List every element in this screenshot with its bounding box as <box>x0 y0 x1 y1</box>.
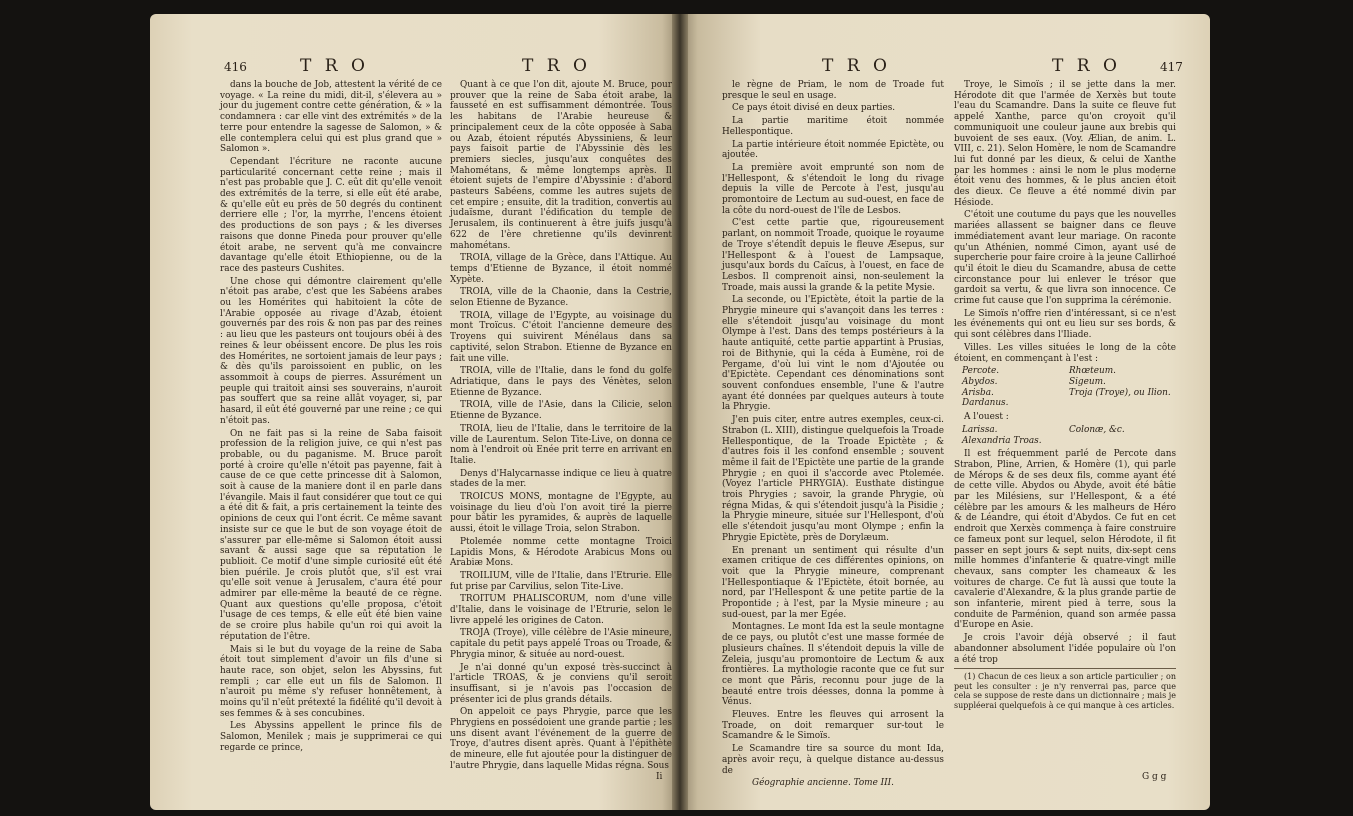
west-label: A l'ouest : <box>964 412 1009 423</box>
cities-west-list <box>962 425 1176 446</box>
paragraph: La première avoit emprunté son nom de l'Hellespont, & s'étendoit le long du rivage depuis la ville de Percote à l'est, jusqu'au promontoire de Lectum au sud-ouest, en face de la côte du nord-ouest de l'île de Lesbos. <box>722 162 944 216</box>
paragraph: Je n'ai donné qu'un exposé très-succinct à l'article TROAS, & je conviens qu'il seroit insuffisant, si je n'avois pas l'occasion de présenter ici de plus grands détails. <box>450 662 672 705</box>
right-page-number: 417 <box>1160 60 1183 74</box>
footnote: (1) Chacun de ces lieux a son article particulier ; on peut les consulter : je n'y renverrai pas, parce que cela se suppose de reste dans un dictionnaire ; mais je suppléerai quelquefois à ce qui manque à ces articles. <box>954 672 1176 710</box>
right-signature-mark: G g g <box>1142 772 1167 782</box>
paragraph: La partie maritime étoit nommée Hellespontique. <box>722 116 944 137</box>
paragraph: On appeloit ce pays Phrygie, parce que les Phrygiens en possédoient une grande partie ; les uns disent avant l'événement de la guerre de Troye, d'autres disent après. Quant à l'épithète de mineure, elle fut ajoutée pour la distinguer de l'autre Phrygie, dans laquelle Midas régna. Sous <box>450 707 672 771</box>
paragraph: Quant à ce que l'on dit, ajoute M. Bruce, pour prouver que la reine de Saba étoit arabe, la fausseté en est suffisamment démontrée. Tous les habitans de l'Arabie heureuse & principalement ceux de la côte opposée à Saba ou Azab, étoient réputés Abyssiniens, & leur pays faisoit partie de l'Abyssinie dès les premiers siecles, jusqu'aux conquêtes des Mahométans, & même longtemps après. Il étoient sujets de l'empire d'Abyssinie : d'abord pasteurs Sabéens, comme les autres sujets de cet empire ; ensuite, dit la tradition, convertis au judaïsme, durant l'édification du temple de Jerusalem, ils continuerent à être juifs jusqu'à 622 de l'ère chretienne qu'ils devinrent mahométans. <box>450 80 672 251</box>
paragraph: En prenant un sentiment qui résulte d'un examen critique de ces différentes opinions, on voit que la Phrygie mineure, comprenant l'Hellespontiaque & l'Epictète, étoit bornée, au nord, par l'Hellespont & une petite partie de la Propontide ; à l'est, par la Mysie mineure ; au sud-ouest, par la mer Egée. <box>722 545 944 620</box>
list-item <box>1069 398 1176 409</box>
paragraph: La seconde, ou l'Epictète, étoit la partie de la Phrygie mineure qui s'avançoit dans les terres : elle s'étendoit jusqu'au voisinage du mont Olympe à l'est. Dans des temps postérieurs à la haute antiquité, cette partie appartint à Prusias, roi de Bithynie, qui la céda à Eumène, roi de Pergame, d'où lui vint le nom d'Ajoutée ou d'Epictète. Cependant ces dénominations sont souvent confondues ensemble, l'une & l'autre ayant été données par quelques auteurs à toute la Phrygie. <box>722 295 944 413</box>
list-item: Alexandria Troas. <box>962 435 1042 446</box>
entry-troia-asie: TROIA, ville de l'Asie, dans la Cilicie, selon Etienne de Byzance. <box>450 400 672 422</box>
left-column-1 <box>220 80 442 766</box>
right-running-head-outer: T R O <box>1052 56 1121 76</box>
entry-troia-attique: TROIA, village de la Grèce, dans l'Attique. Au temps d'Etienne de Byzance, il étoit nommé Xypète. <box>450 253 672 285</box>
left-column-2 <box>450 80 672 771</box>
list-item: Arisba. <box>962 387 994 398</box>
paragraph: C'est cette partie que, rigoureusement parlant, on nommoit Troade, quoique le royaume de Troye s'étendît depuis le fleuve Æsepus, sur l'Hellespont & à l'ouest de Lampsaque, jusqu'aux bords du Caïcus, à l'ouest, en face de Lesbos. Il comprenoit ainsi, non-seulement la Troade, mais aussi la grande & la petite Mysie. <box>722 218 944 293</box>
list-item: Percote. <box>962 366 1000 377</box>
paragraph: Mais si le but du voyage de la reine de Saba étoit tout simplement d'avoir un fils d'une si haute race, son objet, selon les Abyssins, fut rempli ; car elle eut un fils de Salomon. Il n'auroit pu même s'y refuser honnêtement, à moins qu'il n'eût prétexté la fidélité qu'il devoit à ses femmes & à ses concubines. <box>220 644 442 719</box>
footnote-rule <box>954 668 1176 669</box>
left-running-head-inner: T R O <box>522 56 591 76</box>
paragraph: dans la bouche de Job, attestent la vérité de ce voyage. « La reine du midi, dit-il, s'élevera au » jour du jugement contre cette génération, & » la condamnera : car elle vint des extrémités » de la terre pour entendre la sagesse de Salomon, » & elle contemplera celui qui est plus grand que » Salomon ». <box>220 80 442 155</box>
entry-troitum: TROITUM PHALISCORUM, nom d'une ville d'Italie, dans le voisinage de l'Etrurie, selon le livre appelé les origines de Caton. <box>450 594 672 626</box>
entry-troia-chaonie: TROIA, ville de la Chaonie, dans la Cestrie, selon Etienne de Byzance. <box>450 287 672 309</box>
list-item: Rhœteum. <box>1069 366 1116 377</box>
paragraph: Le Scamandre tire sa source du mont Ida, après avoir reçu, à quelque distance au-dessus de <box>722 744 944 776</box>
right-column-1 <box>722 80 945 789</box>
entry-troia-laurentum: TROIA, lieu de l'Italie, dans le territoire de la ville de Laurentum. Selon Tite-Live, on donna ce nom à l'endroit où Enée prit terre en arrivant en Italie. <box>450 423 672 466</box>
entry-troilium: TROILIUM, ville de l'Italie, dans l'Etrurie. Elle fut prise par Carvilius, selon Tite-Live. <box>450 570 672 592</box>
left-signature-mark: Ii <box>656 772 663 782</box>
paragraph: C'étoit une coutume du pays que les nouvelles mariées allassent se baigner dans ce fleuve immédiatement avant leur mariage. On raconte qu'un Athénien, nommé Cimon, ayant usé de supercherie pour faire croire à la jeune Callirhoé qu'il étoit le dieu du Scamandre, abusa de cette circonstance pour lui enlever le trésor que gardoit sa vertu, & que livra son innocence. Ce crime fut cause que l'on supprima la cérémonie. <box>954 210 1176 307</box>
paragraph: Une chose qui démontre clairement qu'elle n'étoit pas arabe, c'est que les Sabéens arabes ou les Homérites qui habitoient la côte de l'Arabie opposée au rivage d'Azab, étoient gouvernés par des rois & non pas par des reines : au lieu que les pasteurs ont toujours obéi à des reines & leur obéissent encore. De plus les rois des Homérites, ne sortoient jamais de leur pays ; & dès qu'ils paroissoient en public, on les assommoit à coups de pierres. Assurément un peuple qui traitoit ainsi ses souverains, n'auroit pas souffert que sa reine allât voyager, si, par hasard, il eût été gouverné par une reine ; ce qui n'étoit pas. <box>220 276 442 426</box>
list-item: Sigeum. <box>1069 376 1106 387</box>
paragraph: Ce pays étoit divisé en deux parties. <box>732 103 896 114</box>
left-page-number: 416 <box>224 60 247 74</box>
list-item: Dardanus. <box>962 398 1009 409</box>
list-item <box>1069 436 1176 447</box>
book-gutter <box>672 14 688 810</box>
list-item: Larissa. <box>962 424 998 435</box>
list-item: Abydos. <box>962 376 998 387</box>
list-item: Troja (Troye), ou Ilion. <box>1069 387 1171 398</box>
left-page <box>150 14 678 810</box>
paragraph: Je crois l'avoir déjà observé ; il faut abandonner absolument l'idée populaire où l'on a été trop <box>954 633 1176 665</box>
right-column-2 <box>954 80 1176 766</box>
paragraph: Ptolemée nomme cette montagne Troici Lapidis Mons, & Hérodote Arabicus Mons ou Arabiæ Mons. <box>450 536 672 569</box>
section-montagnes: Montagnes. Le mont Ida est la seule montagne de ce pays, ou plutôt c'est une masse formée de plusieurs chaînes. Il s'étendoit depuis la ville de Zeleia, jusqu'au promontoire de Lectum & aux frontières. La mythologie raconte que ce fut sur ce mont que Pâris, reconnu pour juge de la beauté entre trois déesses, donna la pomme à Vénus. <box>722 622 944 708</box>
section-fleuves: Fleuves. Entre les fleuves qui arrosent la Troade, on doit remarquer sur-tout le Scamandre & le Simoïs. <box>722 710 944 742</box>
entry-troja: TROJA (Troye), ville célèbre de l'Asie mineure, capitale du petit pays appelé Troas ou Troade, & Phrygia minor, & située au nord-ouest. <box>450 628 672 660</box>
paragraph: le règne de Priam, le nom de Troade fut presque le seul en usage. <box>722 80 944 101</box>
paragraph: On ne fait pas si la reine de Saba faisoit profession de la religion juive, ce qui n'est pas probable, ou du paganisme. M. Bruce paroît porté à croire qu'elle n'étoit pas payenne, fait à cause de ce que cette princesse dit à Salomon, soit à cause de la maniere dont il en parle dans l'évangile. Mais il faut considérer que tout ce qui a été dit & fait, a pris certainement la teinte des opinions de ceux qui l'ont écrit. Ce même savant insiste sur ce que le but de son voyage étoit de s'assurer par elle-même si Salomon étoit aussi savant & aussi sage que sa réputation le publioit. Ce motif d'une simple curiosité eût été bien puérile. Je crois plutôt que, s'il est vrai qu'elle soit venue à Jerusalem, c'aura été pour admirer par elle-même la beauté de ce règne. Quant aux questions qu'elle proposa, c'étoit l'usage de ces temps, & elle eût été bien vaine de se croire plus habile qu'un roi qui avoit la réputation de l'être. <box>220 428 442 642</box>
cities-east-list <box>962 366 1176 409</box>
list-item: Colonæ, &c. <box>1069 424 1125 435</box>
bottom-title-line: Géographie ancienne. Tome III. <box>752 778 895 789</box>
left-running-head-outer: T R O <box>300 56 369 76</box>
paragraph: Il est fréquemment parlé de Percote dans Strabon, Pline, Arrien, & Homère (1), qui parle de Mérops & de ses deux fils, comme ayant été de cette ville. Abydos ou Abyde, avoit été bâtie par les Milésiens, sur l'Hellespont, & a été célèbre par les amours & les malheurs de Héro & de Léandre, qui étoit d'Abydos. Ce fut en cet endroit que Xerxès commença à faire construire ce fameux pont sur lequel, selon Hérodote, il fit passer en sept jours & sept nuits, dix-sept cens mille hommes d'infanterie & quatre-vingt mille chevaux, sans compter les chameaux & les voitures de charge. Ce fut là aussi que toute la cavalerie d'Alexandre, & la plus grande partie de son infanterie, mirent pied à terre, sous la conduite de Parménion, quand son armée passa d'Europe en Asie. <box>954 449 1176 631</box>
paragraph: Cependant l'écriture ne raconte aucune particularité concernant cette reine ; mais il n'est pas probable que J. C. eût dit qu'elle venoit des extrémités de la terre, si elle eût été arabe, & qu'elle eût eu près de 50 degrés du continent derriere elle ; l'or, la myrrhe, l'encens étoient des productions de son pays ; & les diverses raisons que donne Pineda pour prouver qu'elle étoit arabe, ne servent qu'à me convaincre davantage qu'elle étoit Ethiopienne, ou de la race des pasteurs Cushites. <box>220 156 442 274</box>
paragraph: Les Abyssins appellent le prince fils de Salomon, Menilek ; mais je supprimerai ce qui regarde ce prince, <box>220 721 442 753</box>
paragraph: La partie intérieure étoit nommée Epictète, ou ajoutée. <box>722 139 944 161</box>
section-villes: Villes. Les villes situées le long de la côte étoient, en commençant à l'est : <box>954 342 1176 364</box>
paragraph: Troye, le Simoïs ; il se jette dans la mer. Hérodote dit que l'armée de Xerxès but toute l'eau du Scamandre. Dans la suite ce fleuve fut appelé Xanthe, parce qu'on croyoit qu'il communiquoit une couleur jaune aux brebis qui buvoient de ses eaux. (Voy. Ælian, de anim. L. VIII, c. 21). Selon Homère, le nom de Scamandre lui fut donné par les dieux, & celui de Xanthe par les hommes : ainsi le nom le plus moderne étoit venu des hommes, & le plus ancien étoit des dieux. Ce fleuve a été nommé divin par Hésiode. <box>954 80 1176 208</box>
entry-troia-egypte: TROIA, village de l'Egypte, au voisinage du mont Troïcus. C'étoit l'ancienne demeure des Troyens qui suivirent Ménélaus dans sa captivité, selon Strabon. Etienne de Byzance en fait une ville. <box>450 310 672 364</box>
entry-troia-italie: TROIA, ville de l'Italie, dans le fond du golfe Adriatique, dans le pays des Vénètes, selon Etienne de Byzance. <box>450 366 672 398</box>
paragraph: Denys d'Halycarnasse indique ce lieu à quatre stades de la mer. <box>450 468 672 490</box>
book-spread <box>150 14 1210 810</box>
paragraph: Le Simoïs n'offre rien d'intéressant, si ce n'est les événements qui ont eu lieu sur ses bords, & qui sont célèbres dans l'Iliade. <box>954 308 1176 341</box>
paragraph: J'en puis citer, entre autres exemples, ceux-ci. Strabon (L. XIII), distingue quelquefois la Troade Hellespontique, de la Troade Epictète ; & d'autres fois il les confond ensemble ; souvent même il fait de l'Epictète une partie de la grande Phrygie ; en quoi il s'accorde avec Ptolemée. (Voyez l'article PHRYGIA). Eusthate distingue trois Phrygies ; savoir, la grande Phrygie, où régna Midas, & qui s'étendoit jusqu'à la Pisidie ; la Phrygie mineure, située sur l'Hellespont, d'où elle s'étendoit jusqu'au mont Olympe ; enfin la Phrygie Epictète, près de Dorylæum. <box>722 415 945 543</box>
right-running-head-inner: T R O <box>822 56 891 76</box>
right-page <box>682 14 1210 810</box>
entry-troicus-mons: TROICUS MONS, montagne de l'Egypte, au voisinage du lieu d'où l'on avoit tiré la pierre pour bâtir les pyramides, & auprès de laquelle aussi, étoit le village Troia, selon Strabon. <box>450 492 672 535</box>
